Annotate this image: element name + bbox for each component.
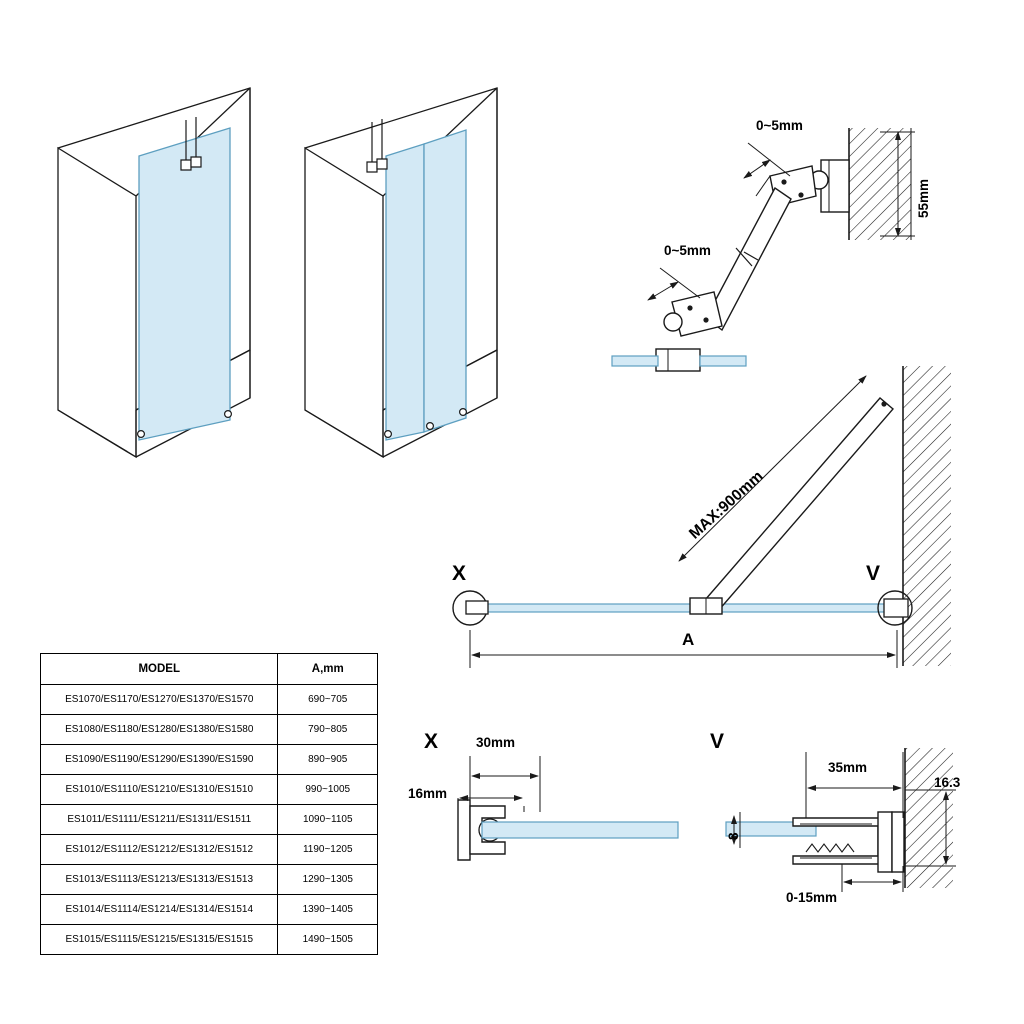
table-header-row (41, 654, 378, 685)
label-plan-marker-x: X (452, 562, 467, 585)
model-dimension-table (40, 653, 378, 955)
table-cell-model: ES1080/ES1180/ES1280/ES1380/ES1580 (41, 715, 278, 745)
table-cell-a: 1390~1405 (278, 895, 378, 925)
section-x-profile (458, 756, 678, 860)
table-cell-model: ES1015/ES1115/ES1215/ES1315/ES1515 (41, 925, 278, 955)
label-section-v-glass-thickness: 8 (726, 832, 741, 840)
label-section-x-depth: 30mm (476, 735, 516, 750)
table-row (41, 775, 378, 805)
table-cell-model: ES1012/ES1112/ES1212/ES1312/ES1512 (41, 835, 278, 865)
table-cell-a: 1190~1205 (278, 835, 378, 865)
table-header-a: A,mm (278, 654, 378, 685)
table-cell-model: ES1011/ES1111/ES1211/ES1311/ES1511 (41, 805, 278, 835)
label-section-v-adjust: 0-15mm (786, 890, 838, 905)
table-row (41, 745, 378, 775)
table-cell-a: 1090~1105 (278, 805, 378, 835)
label-section-v-marker: V (710, 730, 725, 753)
glass-panel-right (386, 130, 466, 440)
table-cell-a: 990~1005 (278, 775, 378, 805)
label-section-x-height: 16mm (408, 786, 448, 801)
label-bracket-lower-tolerance: 0~5mm (664, 243, 711, 258)
label-bar-max-length: MAX:900mm (686, 467, 767, 543)
table-cell-model: ES1070/ES1170/ES1270/ES1370/ES1570 (41, 685, 278, 715)
table-cell-a: 1290~1305 (278, 865, 378, 895)
label-plan-width-a: A (682, 630, 695, 649)
table-row (41, 865, 378, 895)
table-cell-model: ES1010/ES1110/ES1210/ES1310/ES1510 (41, 775, 278, 805)
table-row (41, 925, 378, 955)
label-section-v-depth: 35mm (828, 760, 868, 775)
table-cell-a: 690~705 (278, 685, 378, 715)
label-plan-marker-v: V (866, 562, 881, 585)
table-cell-a: 1490~1505 (278, 925, 378, 955)
table-row (41, 685, 378, 715)
table-cell-model: ES1014/ES1114/ES1214/ES1314/ES1514 (41, 895, 278, 925)
table-row (41, 895, 378, 925)
glass-panel-left (139, 128, 230, 440)
label-bracket-top-tolerance: 0~5mm (756, 118, 803, 133)
table-cell-a: 790~805 (278, 715, 378, 745)
table-row (41, 715, 378, 745)
table-cell-model: ES1090/ES1190/ES1290/ES1390/ES1590 (41, 745, 278, 775)
table-cell-model: ES1013/ES1113/ES1213/ES1313/ES1513 (41, 865, 278, 895)
table-row (41, 805, 378, 835)
label-section-v-height: 16.3 (934, 775, 961, 790)
label-bracket-wall-depth: 55mm (916, 178, 931, 218)
table-row (41, 835, 378, 865)
wall-bracket-detail (612, 128, 915, 371)
table-cell-a: 890~905 (278, 745, 378, 775)
label-section-x-marker: X (424, 730, 439, 753)
table-header-model: MODEL (41, 654, 278, 685)
